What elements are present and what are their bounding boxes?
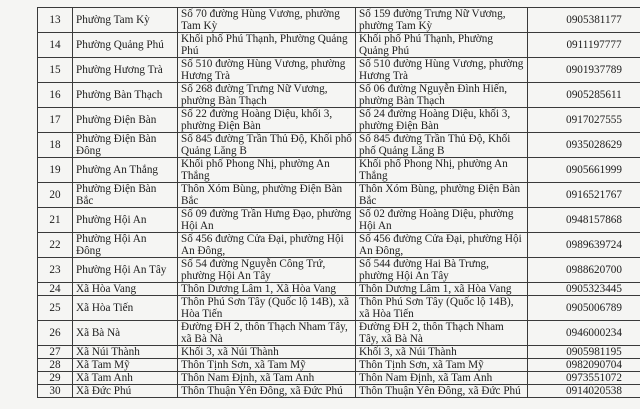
- new-address: Số 456 đường Cửa Đại, phường Hội An Đông,: [356, 233, 528, 258]
- row-number: 22: [38, 233, 73, 258]
- table-row: [38, 33, 640, 58]
- table-row: [38, 346, 640, 359]
- old-address: Khối phố Phú Thạnh, Phường Quảng Phú: [178, 33, 356, 58]
- unit-name: Xã Tam Anh: [73, 372, 178, 385]
- unit-name: Phường Điện Bàn Bắc: [73, 183, 178, 208]
- unit-name: Phường Hội An: [73, 208, 178, 233]
- old-address: Khối phố Phong Nhị, phường An Thắng: [178, 158, 356, 183]
- unit-name: Phường Điện Bàn Đông: [73, 133, 178, 158]
- table-body: [38, 8, 640, 398]
- new-address: Đường ĐH 2, thôn Thạch Nham Tây, xã Bà Nà: [356, 321, 528, 346]
- old-address: Thôn Tịnh Sơn, xã Tam Mỹ: [178, 359, 356, 372]
- row-number: 28: [38, 359, 73, 372]
- new-address: Thôn Phú Sơn Tây (Quốc lộ 14B), xã Hòa Tiến: [356, 296, 528, 321]
- row-number: 14: [38, 33, 73, 58]
- new-address: Khối 3, xã Núi Thành: [356, 346, 528, 359]
- old-address: Số 510 đường Hùng Vương, phường Hương Trà: [178, 58, 356, 83]
- address-table: [37, 7, 640, 398]
- row-number: 19: [38, 158, 73, 183]
- row-number: 20: [38, 183, 73, 208]
- new-address: Số 159 đường Trưng Nữ Vương, phường Tam Kỳ: [356, 8, 528, 33]
- old-address: Thôn Phú Sơn Tây (Quốc lộ 14B), xã Hòa Tiến: [178, 296, 356, 321]
- table-row: [38, 183, 640, 208]
- table-row: [38, 359, 640, 372]
- unit-name: Xã Hòa Vang: [73, 283, 178, 296]
- phone-number: 0982090704: [528, 359, 640, 372]
- old-address: Số 845 đường Trần Thủ Độ, Khối phố Quảng Lăng B: [178, 133, 356, 158]
- table-row: [38, 385, 640, 398]
- unit-name: Phường Hương Trà: [73, 58, 178, 83]
- phone-number: 0905381177: [528, 8, 640, 33]
- unit-name: Phường Tam Kỳ: [73, 8, 178, 33]
- phone-number: 0988620700: [528, 258, 640, 283]
- table-row: [38, 158, 640, 183]
- unit-name: Xã Bà Nà: [73, 321, 178, 346]
- new-address: Khối phố Phú Thạnh, Phường Quảng Phú: [356, 33, 528, 58]
- new-address: Số 510 đường Hùng Vương, phường Hương Trà: [356, 58, 528, 83]
- row-number: 17: [38, 108, 73, 133]
- old-address: Số 70 đường Hùng Vương, phường Tam Kỳ: [178, 8, 356, 33]
- table-row: [38, 233, 640, 258]
- row-number: 15: [38, 58, 73, 83]
- phone-number: 0935028629: [528, 133, 640, 158]
- table-row: [38, 321, 640, 346]
- phone-number: 0905006789: [528, 296, 640, 321]
- old-address: Khối 3, xã Núi Thành: [178, 346, 356, 359]
- new-address: Số 845 đường Trần Thủ Độ, Khối phố Quảng Lăng B: [356, 133, 528, 158]
- unit-name: Phường Hội An Đông: [73, 233, 178, 258]
- phone-number: 0905323445: [528, 283, 640, 296]
- table-row: [38, 8, 640, 33]
- phone-number: 0916521767: [528, 183, 640, 208]
- table-row: [38, 283, 640, 296]
- new-address: Số 06 đường Nguyễn Đình Hiến, phường Bàn Thạch: [356, 83, 528, 108]
- unit-name: Phường Hội An Tây: [73, 258, 178, 283]
- old-address: Số 09 đường Trần Hưng Đạo, phường Hội An: [178, 208, 356, 233]
- unit-name: Phường Quảng Phú: [73, 33, 178, 58]
- phone-number: 0905981195: [528, 346, 640, 359]
- unit-name: Xã Hòa Tiến: [73, 296, 178, 321]
- old-address: Thôn Thuận Yên Đông, xã Đức Phú: [178, 385, 356, 398]
- row-number: 26: [38, 321, 73, 346]
- table-row: [38, 83, 640, 108]
- unit-name: Xã Núi Thành: [73, 346, 178, 359]
- row-number: 18: [38, 133, 73, 158]
- unit-name: Xã Tam Mỹ: [73, 359, 178, 372]
- row-number: 24: [38, 283, 73, 296]
- table-row: [38, 258, 640, 283]
- new-address: Thôn Xóm Bùng, phường Điện Bàn Bắc: [356, 183, 528, 208]
- old-address: Đường ĐH 2, thôn Thạch Nham Tây, xã Bà Nà: [178, 321, 356, 346]
- row-number: 16: [38, 83, 73, 108]
- old-address: Thôn Dương Lâm 1, Xã Hòa Vang: [178, 283, 356, 296]
- phone-number: 0905285611: [528, 83, 640, 108]
- old-address: Số 268 đường Trưng Nữ Vương, phường Bàn Thạch: [178, 83, 356, 108]
- row-number: 13: [38, 8, 73, 33]
- table-row: [38, 372, 640, 385]
- row-number: 21: [38, 208, 73, 233]
- phone-number: 0911197777: [528, 33, 640, 58]
- phone-number: 0989639724: [528, 233, 640, 258]
- table-row: [38, 58, 640, 83]
- phone-number: 0917027555: [528, 108, 640, 133]
- new-address: Thôn Nam Định, xã Tam Anh: [356, 372, 528, 385]
- table-row: [38, 208, 640, 233]
- table-row: [38, 133, 640, 158]
- unit-name: Xã Đức Phú: [73, 385, 178, 398]
- old-address: Thôn Nam Định, xã Tam Anh: [178, 372, 356, 385]
- new-address: Số 02 đường Hoàng Diệu, phường Hội An: [356, 208, 528, 233]
- old-address: Số 54 đường Nguyễn Công Trứ, phường Hội An Tây: [178, 258, 356, 283]
- phone-number: 0905661999: [528, 158, 640, 183]
- phone-number: 0901937789: [528, 58, 640, 83]
- phone-number: 0973551072: [528, 372, 640, 385]
- unit-name: Phường Điện Bàn: [73, 108, 178, 133]
- new-address: Thôn Dương Lâm 1, xã Hòa Vang: [356, 283, 528, 296]
- new-address: Thôn Thuận Yên Đông, xã Đức Phú: [356, 385, 528, 398]
- phone-number: 0948157868: [528, 208, 640, 233]
- table-row: [38, 108, 640, 133]
- old-address: Thôn Xóm Bùng, phường Điện Bàn Bắc: [178, 183, 356, 208]
- new-address: Thôn Tịnh Sơn, xã Tam Mỹ: [356, 359, 528, 372]
- unit-name: Phường Bàn Thạch: [73, 83, 178, 108]
- row-number: 23: [38, 258, 73, 283]
- row-number: 25: [38, 296, 73, 321]
- row-number: 30: [38, 385, 73, 398]
- phone-number: 0914020538: [528, 385, 640, 398]
- new-address: Số 24 đường Hoàng Diệu, khối 3, phường Điện Bàn: [356, 108, 528, 133]
- row-number: 27: [38, 346, 73, 359]
- new-address: Số 544 đường Hai Bà Trưng, phường Hội An Tây: [356, 258, 528, 283]
- new-address: Khối phố Phong Nhị, phường An Thắng: [356, 158, 528, 183]
- old-address: Số 456 đường Cửa Đại, phường Hội An Đông,: [178, 233, 356, 258]
- unit-name: Phường An Thắng: [73, 158, 178, 183]
- row-number: 29: [38, 372, 73, 385]
- phone-number: 0946000234: [528, 321, 640, 346]
- old-address: Số 22 đường Hoàng Diệu, khối 3, phường Điện Bàn: [178, 108, 356, 133]
- table-row: [38, 296, 640, 321]
